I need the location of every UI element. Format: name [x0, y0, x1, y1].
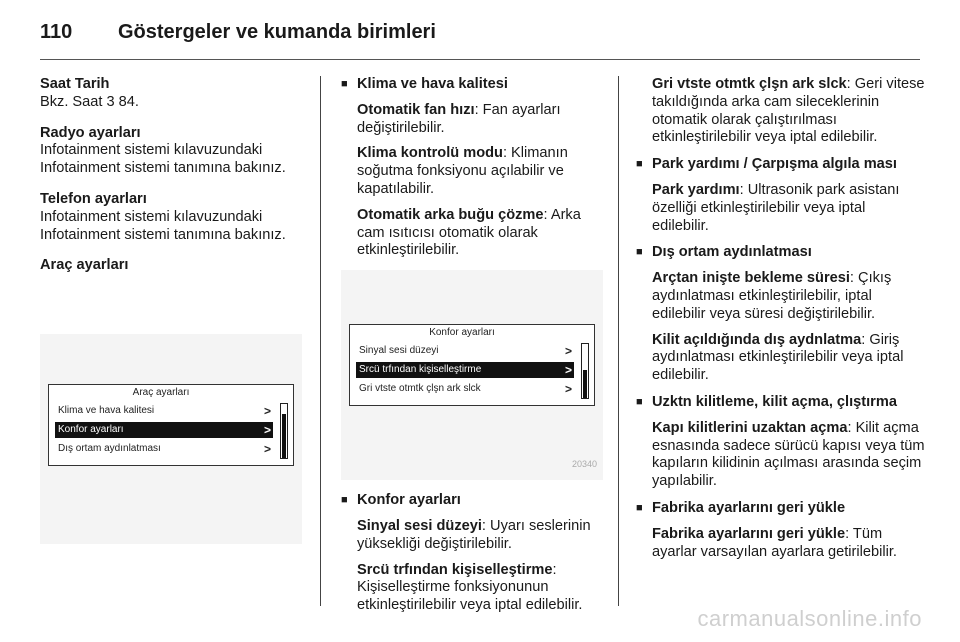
bullet-heading: ■ Park yardımı / Çarpışma algıla ması — [636, 156, 926, 174]
setting-item: Otomatik arka buğu çözme: Arka cam ısıtıcısı otomatik olarak etkinleştirilebilir. — [357, 206, 581, 259]
chevron-right-icon: > — [263, 404, 271, 418]
bullet-heading: ■ Uzktn kilitleme, kilit açma, çlıştırma — [636, 394, 926, 412]
setting-item: Klima kontrolü modu: Klimanın soğutma fonksiyonu açılabilir ve kapatılabilir. — [357, 145, 568, 197]
bullet-heading: ■ Dış ortam aydınlatması — [636, 244, 926, 262]
setting-item: Kapı kilitlerini uzaktan açma: Kilit açma esnasında sadece sürücü kapısı veya tüm kapıların kilidinin açılması arasında seçim yapılabilir. — [652, 419, 925, 490]
section-clock — [40, 76, 302, 112]
menu-item: Klima ve hava kalitesi > — [58, 404, 271, 418]
bullet-heading: ■ Konfor ayarları — [341, 492, 603, 510]
setting-item: Arçtan inişte bekleme süresi: Çıkış aydınlatması etkinleştirilebilir, iptal edilebilir veya süresi değiştirilebilir. — [652, 270, 892, 322]
setting-item: Sinyal sesi düzeyi: Uyarı seslerinin yüksekliği değiştirilebilir. — [357, 517, 591, 552]
setting-item: Park yardımı: Ultrasonik park asistanı özelliği etkinleştirilebilir veya iptal edilebilir. — [652, 181, 900, 234]
chevron-right-icon: > — [263, 423, 271, 437]
setting-item: Srcü trfından kişiselleştirme: Kişiselleştirme fonksiyonunun etkinleştirilebilir veya iptal edilebilir. — [357, 561, 583, 614]
menu-item: Dış ortam aydınlatması > — [58, 442, 271, 456]
chevron-right-icon: > — [564, 344, 572, 359]
column-divider — [618, 76, 619, 606]
display-screen — [48, 384, 294, 466]
setting-item: Otomatik fan hızı: Fan ayarları değiştirilebilir. — [357, 101, 561, 136]
menu-item: Sinyal sesi düzeyi > — [359, 344, 572, 359]
column-left — [40, 76, 302, 288]
header-divider — [40, 59, 920, 60]
display-screen — [349, 324, 595, 406]
section-title: Araç ayarları — [40, 257, 129, 274]
menu-item-selected: Srcü trfından kişiselleştirme > — [356, 362, 574, 378]
comfort-settings-figure — [341, 270, 603, 480]
chevron-right-icon: > — [263, 442, 271, 456]
section-text: Infotainment sistemi kılavuzundaki Infotainment sistemi tanımına bakınız. — [40, 142, 286, 177]
column-middle — [341, 76, 603, 615]
section-radio — [40, 125, 302, 178]
bullet-heading: ■ Fabrika ayarlarını geri yükle — [636, 500, 926, 518]
setting-item: Gri vtste otmtk çlşn ark slck: Geri vitese takıldığında arka cam sileceklerinin otomatik olarak çalıştırılması etkinleştirilebilir veya iptal edilebilir. — [652, 76, 925, 146]
bullet-heading: ■ Klima ve hava kalitesi — [341, 76, 603, 94]
section-text: Infotainment sistemi kılavuzundaki Infotainment sistemi tanımına bakınız. — [40, 208, 286, 243]
chevron-right-icon: > — [564, 363, 572, 378]
column-right — [636, 76, 926, 561]
setting-item: Kilit açıldığında dış aydnlatma: Giriş aydınlatması etkinleştirilebilir veya iptal edilebilir. — [652, 331, 904, 384]
screen-title: Araç ayarları — [132, 387, 190, 398]
page-title: Göstergeler ve kumanda birimleri — [118, 20, 436, 43]
chevron-right-icon: > — [564, 382, 572, 397]
page-number: 110 — [40, 20, 73, 43]
scrollbar — [280, 403, 288, 459]
section-title: Saat Tarih — [40, 76, 110, 92]
section-title: Telefon ayarları — [40, 190, 147, 207]
section-vehicle — [40, 257, 302, 275]
watermark: carmanualsonline.info — [697, 606, 922, 631]
section-title: Radyo ayarları — [40, 124, 141, 141]
screen-title: Konfor ayarları — [429, 327, 495, 339]
section-phone — [40, 191, 302, 244]
setting-item: Fabrika ayarlarını geri yükle: Tüm ayarlar varsayılan ayarlara getirilebilir. — [652, 525, 897, 560]
column-divider — [320, 76, 321, 606]
section-text: Bkz. Saat 3 84. — [40, 93, 139, 110]
menu-item-selected: Konfor ayarları > — [55, 422, 273, 438]
scrollbar — [581, 343, 589, 399]
vehicle-settings-figure — [40, 334, 302, 544]
menu-item: Gri vtste otmtk çlşn ark slck > — [359, 382, 572, 397]
figure-id: 20340 — [571, 459, 597, 470]
page-header — [40, 14, 920, 50]
